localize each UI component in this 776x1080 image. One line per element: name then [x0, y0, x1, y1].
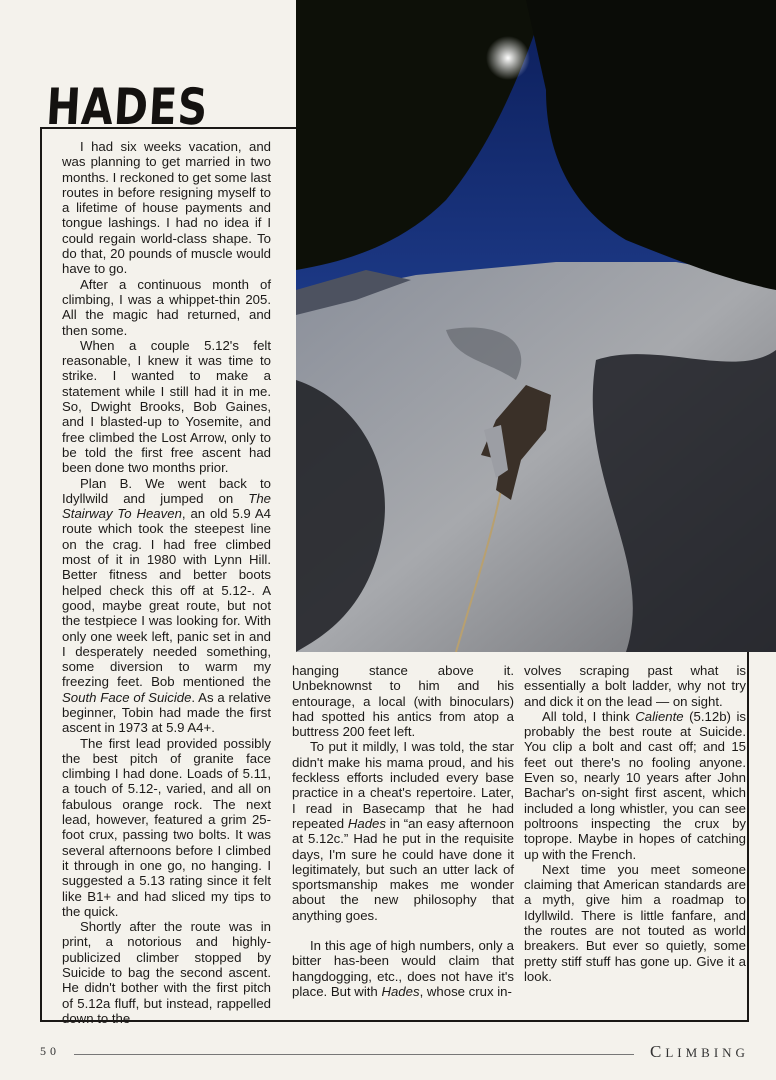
route-name: Hades	[347, 815, 386, 831]
route-name: The Stairway To Heaven	[62, 490, 271, 522]
article-paragraph	[292, 663, 514, 739]
magazine-name: CLIMBING	[650, 1042, 749, 1061]
paragraph-text: in “an easy afternoon at 5.12c.” Had he put in the requisite days, I'm sure he could have done it legitimately, but such an utter lack of sportsmanship makes me wonder about the new philosophy that anything goes.	[292, 815, 514, 923]
paragraph-text: volves scraping past what is essentially a bolt ladder, why not try and dick it on the lead — on sight.	[524, 663, 746, 709]
frame-left	[40, 127, 42, 1022]
article-paragraph	[292, 739, 514, 923]
page-number: 50	[40, 1044, 60, 1058]
paragraph-text: Plan B. We went back to Idyllwild and jumped on	[62, 475, 271, 506]
paragraph-text: To put it mildly, I was told, the star didn't make his mama proud, and his feckless efforts included every base practice in a cheat's repertoire. Later, I read in Basecamp that he had repeated	[292, 739, 514, 831]
article-column-1	[62, 139, 271, 1026]
article-paragraph	[524, 862, 746, 984]
paragraph-text: I had six weeks vacation, and was planning to get married in two months. I reckoned to get some last routes in before resigning myself to a lifetime of house payments and tongue lashings. I had no idea if I could regain world-class shape. To do that, 20 pounds of muscle would have to go.	[62, 139, 271, 277]
article-paragraph	[62, 919, 271, 1026]
article-title: HADES	[44, 78, 210, 136]
paragraph-text: Next time you meet someone claiming that American standards are a myth, give him a roadmap to Idyllwild. There is little fanfare, and the routes are not touted as world breakers. But ever so quietly, some pretty stiff stuff has gone up. Give it a look.	[524, 861, 746, 984]
route-name: South Face of Suicide	[62, 689, 192, 705]
paragraph-text: All told, I think	[542, 708, 636, 724]
article-paragraph	[62, 338, 271, 476]
article-paragraph	[62, 277, 271, 338]
article-paragraph	[292, 938, 514, 999]
paragraph-text: , an old 5.9 A4 route which took the steepest line on the crag. I had free climbed most of it in 1980 with Lynn Hill. Better fitness and better boots helped check this off at 5.12-. A good, maybe great route, but not the testpiece I was looking for. With only one week left, panic set in and I desperately needed something, some diversion to warm my freezing feet. Bob mentioned the	[62, 506, 272, 690]
frame-top-left	[40, 127, 296, 129]
paragraph-text: The first lead provided possibly the best pitch of granite face climbing I had done. Loads of 5.11, a touch of 5.12-, varied, and all on fabulous orange rock. The next lead, however, featured a grim 25-foot crux, passing two bolts. It was several afternoons before I climbed it through in one go, no hanging. I suggested a 5.13 rating since it felt like B1+ and had sliced my tips to the quick.	[62, 735, 271, 919]
paragraph-text: In this age of high numbers, only a bitter has-been would claim that hangdogging, etc., does not have it's place. But with	[292, 938, 514, 999]
paragraph-text: (5.12b) is probably the best route at Suicide. You clip a bolt and cast off; and 15 feet out there's no fooling anyone. Even so, nearly 10 years after John Bachar's on-sight first ascent, which included a long whistler, you can see poltroons inspecting the crux by toprope. Maybe in hopes of catching up with the French.	[524, 708, 746, 862]
paragraph-text: Shortly after the route was in print, a notorious and highly-publicized climber stopped by Suicide to bag the second ascent. He didn't bother with the first pitch of 5.12a fluff, but instead, rappelled down to the	[62, 919, 271, 1026]
paragraph-text: , whose crux in-	[419, 983, 512, 999]
route-name: Caliente	[635, 708, 684, 724]
article-paragraph	[524, 663, 746, 709]
article-paragraph	[62, 736, 271, 920]
page-footer	[0, 1042, 776, 1062]
route-name: Hades	[381, 983, 420, 999]
paragraph-text: hanging stance above it. Unbeknownst to him and his entourage, a local (with binoculars) had spotted his antics from atop a buttress 200 feet left.	[292, 663, 514, 740]
article-paragraph	[62, 476, 271, 736]
article-paragraph	[524, 709, 746, 862]
article-column-3	[524, 663, 746, 984]
frame-right	[747, 652, 749, 1022]
climber-photo	[296, 0, 776, 652]
paragraph-text: After a continuous month of climbing, I was a whippet-thin 205. All the magic had returned, and then some.	[62, 276, 271, 338]
article-paragraph	[62, 139, 271, 277]
footer-rule	[74, 1054, 634, 1055]
paragraph-text: . As a relative beginner, Tobin had made the first ascent in 1973 at 5.9 A4+.	[62, 689, 271, 736]
paragraph-text: When a couple 5.12's felt reasonable, I knew it was time to strike. I wanted to make a statement while I still had it in me. So, Dwight Brooks, Bob Gaines, and I blasted-up to Yosemite, and free climbed the Lost Arrow, only to be told the first free ascent had been done two months prior.	[62, 337, 271, 476]
article-column-2	[292, 663, 514, 999]
